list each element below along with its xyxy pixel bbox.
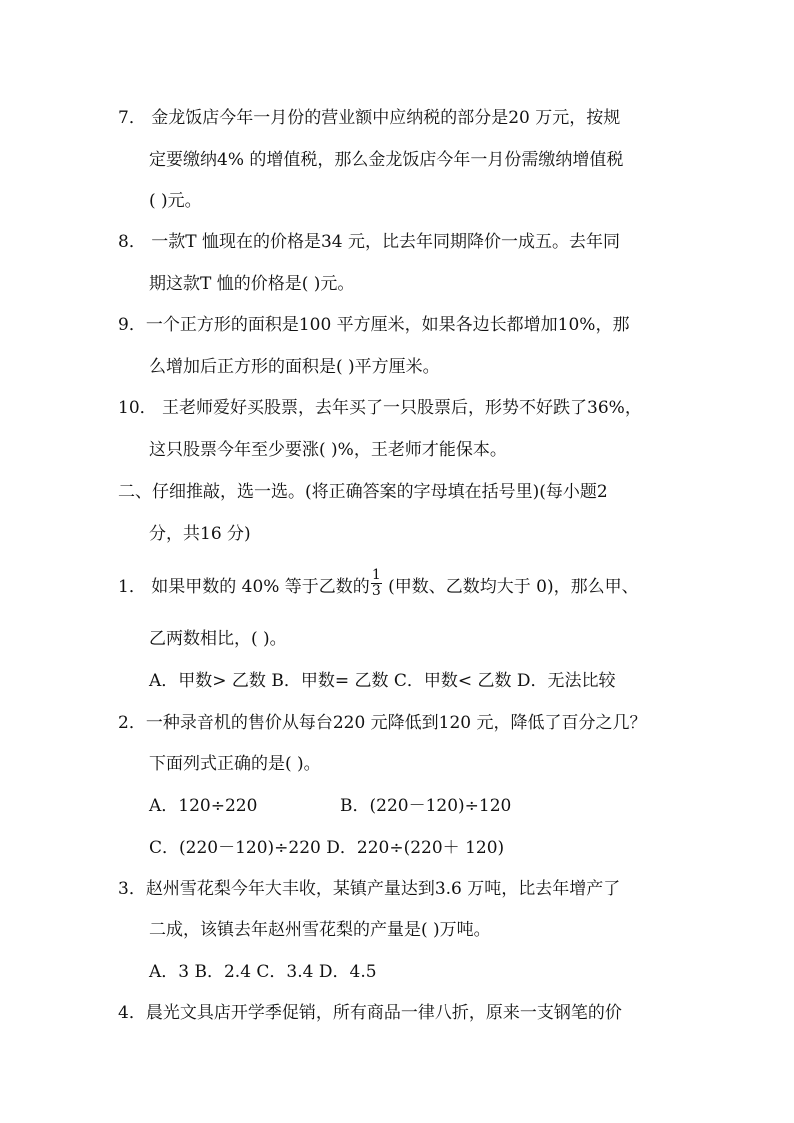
question-text: (甲数、乙数均大于 0)，那么甲、 bbox=[382, 577, 639, 597]
answer-options: A．3 B．2.4 C．3.4 D．4.5 bbox=[149, 962, 377, 982]
text-line: 3．赵州雪花梨今年大丰收，某镇产量达到3.6 万吨，比去年增产了 bbox=[118, 879, 621, 899]
text-line: 么增加后正方形的面积是( )平方厘米。 bbox=[149, 357, 440, 377]
text-line: 4．晨光文具店开学季促销，所有商品一律八折，原来一支钢笔的价 bbox=[118, 1003, 622, 1023]
text-line: 9．一个正方形的面积是100 平方厘米，如果各边长都增加10%，那 bbox=[118, 315, 630, 335]
answer-option-a: A．120÷220 bbox=[149, 796, 258, 816]
text-line: 分，共16 分) bbox=[149, 524, 251, 544]
text-line bbox=[118, 567, 639, 603]
text-line: 10． 王老师爱好买股票，去年买了一只股票后，形势不好跌了36%， bbox=[118, 398, 642, 418]
text-line: 乙两数相比，( )。 bbox=[149, 629, 287, 649]
fraction-numerator: 1 bbox=[371, 567, 381, 583]
fraction bbox=[371, 568, 382, 599]
text-line: 下面列式正确的是( )。 bbox=[149, 754, 321, 774]
answer-option-b: B．(220－120)÷120 bbox=[340, 796, 512, 816]
text-line: 定要缴纳4% 的增值税，那么金龙饭店今年一月份需缴纳增值税 bbox=[149, 150, 624, 170]
text-line: 7． 金龙饭店今年一月份的营业额中应纳税的部分是20 万元，按规 bbox=[118, 108, 621, 128]
text-line: 2．一种录音机的售价从每台220 元降低到120 元，降低了百分之几？ bbox=[118, 713, 647, 733]
text-line: 二成，该镇去年赵州雪花梨的产量是( )万吨。 bbox=[149, 920, 491, 940]
text-line: 二、仔细推敲，选一选。(将正确答案的字母填在括号里)(每小题2 bbox=[118, 482, 608, 502]
text-line: ( )元。 bbox=[149, 191, 202, 211]
text-line: 这只股票今年至少要涨( )%，王老师才能保本。 bbox=[149, 440, 507, 460]
text-line: 8． 一款T 恤现在的价格是34 元，比去年同期降价一成五。去年同 bbox=[118, 232, 620, 252]
fraction-denominator: 3 bbox=[371, 583, 381, 599]
answer-options: A．甲数> 乙数 B．甲数= 乙数 C．甲数< 乙数 D．无法比较 bbox=[149, 671, 616, 691]
text-line: 期这款T 恤的价格是( )元。 bbox=[149, 274, 355, 294]
answer-options-cd: C．(220－120)÷220 D．220÷(220＋ 120) bbox=[149, 838, 505, 858]
question-text: 1． 如果甲数的 40% 等于乙数的 bbox=[118, 577, 370, 597]
